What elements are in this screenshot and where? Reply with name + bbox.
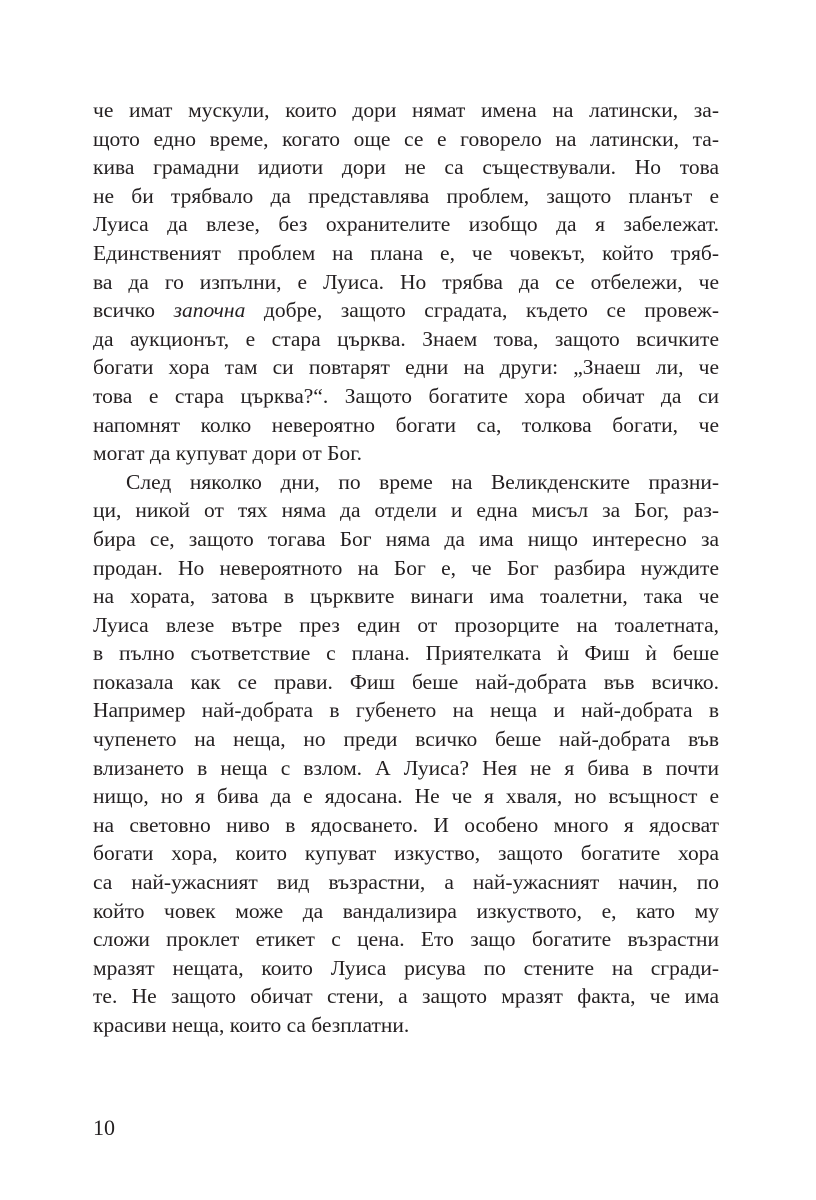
text-line: могат да купуват дори от Бог. xyxy=(93,441,362,466)
text-line: че имат мускули, които дори нямат имена на латински, за- xyxy=(93,98,719,122)
page-number: 10 xyxy=(93,1115,115,1140)
text-run: добре, защото сградата, където се провеж- xyxy=(245,298,719,323)
paragraph xyxy=(93,468,719,1040)
text-line: показала как се прави. Фиш беше най-добрата във всичко. xyxy=(93,669,719,694)
text-line: не би трябвало да представлява проблем, защото планът е xyxy=(93,183,719,208)
text-line: на световно ниво в ядосването. И особено много я ядосват xyxy=(93,812,719,837)
text-line: са най-ужасният вид възрастни, а най-ужасният начин, по xyxy=(93,870,719,895)
text-line: продан. Но невероятното на Бог е, че Бог разбира нуждите xyxy=(93,555,719,580)
italic-word: започна xyxy=(173,298,246,323)
text-line: мразят нещата, които Луиса рисува по стените на сгради- xyxy=(93,955,719,980)
text-line: чупенето на неща, но преди всичко беше най-добрата във xyxy=(93,727,719,752)
text-line: в пълно съответствие с плана. Приятелката ѝ Фиш ѝ беше xyxy=(93,641,719,666)
text-line: Луиса влезе вътре през един от прозорците на тоалетната, xyxy=(93,612,719,637)
text-line: Луиса да влезе, без охранителите изобщо да я забележат. xyxy=(93,212,719,237)
text-line: на хората, затова в църквите винаги има тоалетни, така че xyxy=(93,584,719,609)
text-line: ци, никой от тях няма да отдели и една мисъл за Бог, раз- xyxy=(93,498,719,523)
text-line: напомнят колко невероятно богати са, толкова богати, че xyxy=(93,412,719,437)
text-line: който човек може да вандализира изкуството, е, като му xyxy=(93,898,719,923)
text-line: влизането в неща с взлом. А Луиса? Нея не я бива в почти xyxy=(93,755,719,780)
text-line: сложи проклет етикет с цена. Ето защо богатите възрастни xyxy=(93,927,719,952)
text-line: Единственият проблем на плана е, че човекът, който тряб- xyxy=(93,240,719,265)
text-line: те. Не защото обичат стени, а защото мразят факта, че има xyxy=(93,984,719,1009)
text-line: Например най-добрата в губенето на неща и най-добрата в xyxy=(93,698,719,723)
text-line: богати хора там си повтарят едни на други: „Знаеш ли, че xyxy=(93,355,719,380)
text-line: нищо, но я бива да е ядосана. Не че я хваля, но всъщност е xyxy=(93,784,719,809)
text-line: богати хора, които купуват изкуство, защото богатите хора xyxy=(93,841,719,866)
text-line xyxy=(93,296,719,325)
text-line: красиви неща, които са безплатни. xyxy=(93,1013,410,1037)
paragraph xyxy=(93,96,719,468)
text-line: това е стара църква?“. Защото богатите хора обичат да си xyxy=(93,383,719,408)
text-line: да аукционът, е стара църква. Знаем това, защото всичките xyxy=(93,326,719,351)
text-line: щото едно време, когато още се е говорело на латински, та- xyxy=(93,126,719,151)
body-text xyxy=(93,96,719,1040)
text-line: След няколко дни, по време на Великденските празни- xyxy=(126,469,719,494)
text-run: всичко xyxy=(93,298,174,323)
text-line: ва да го изпълни, е Луиса. Но трябва да се отбележи, че xyxy=(93,269,719,294)
text-line: кива грамадни идиоти дори не са съществували. Но това xyxy=(93,155,719,180)
text-line: бира се, защото тогава Бог няма да има нищо интересно за xyxy=(93,526,719,551)
